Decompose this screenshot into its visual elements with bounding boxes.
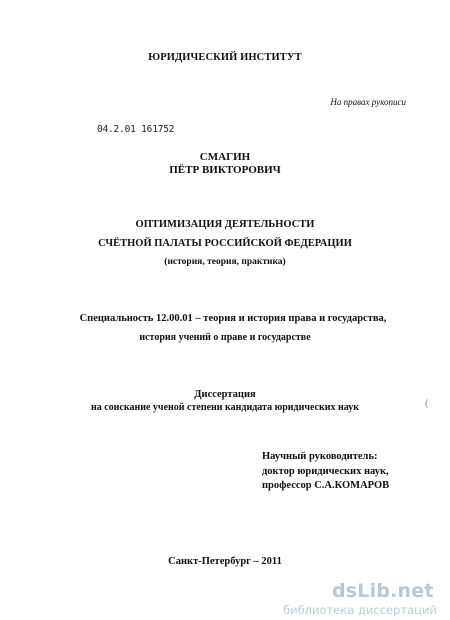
supervisor-degree: доктор юридических наук, (262, 466, 389, 477)
author-surname: СМАГИН (199, 151, 251, 163)
watermark-brand: dsLib.net (332, 580, 434, 602)
registration-stamp: 04.2.01 161752 (97, 124, 175, 135)
scan-mark: ( (425, 398, 429, 409)
author-given-names: ПЁТР ВИКТОРОВИЧ (169, 164, 281, 176)
dslib-watermark (283, 580, 448, 618)
city-year: Санкт-Петербург – 2011 (168, 556, 282, 567)
degree-line: на соискание ученой степени кандидата юридических наук (90, 402, 360, 413)
specialty-line-2: история учений о праве и государстве (139, 332, 311, 343)
watermark-tagline: библиотека диссертаций (283, 603, 437, 617)
institute-name: ЮРИДИЧЕСКИЙ ИНСТИТУТ (148, 52, 302, 63)
thesis-subtitle: (история, теория, практика) (164, 257, 286, 267)
dissertation-label: Диссертация (194, 389, 256, 400)
thesis-title-line-2: СЧЁТНОЙ ПАЛАТЫ РОССИЙСКОЙ ФЕДЕРАЦИИ (98, 238, 352, 249)
supervisor-name: профессор С.А.КОМАРОВ (262, 480, 390, 491)
supervisor-heading: Научный руководитель: (262, 451, 378, 462)
rights-note: На правах рукописи (330, 97, 406, 107)
specialty-line-1: Специальность 12.00.01 – теория и история права и государства, (79, 313, 387, 324)
thesis-title-line-1: ОПТИМИЗАЦИЯ ДЕЯТЕЛЬНОСТИ (135, 219, 315, 230)
